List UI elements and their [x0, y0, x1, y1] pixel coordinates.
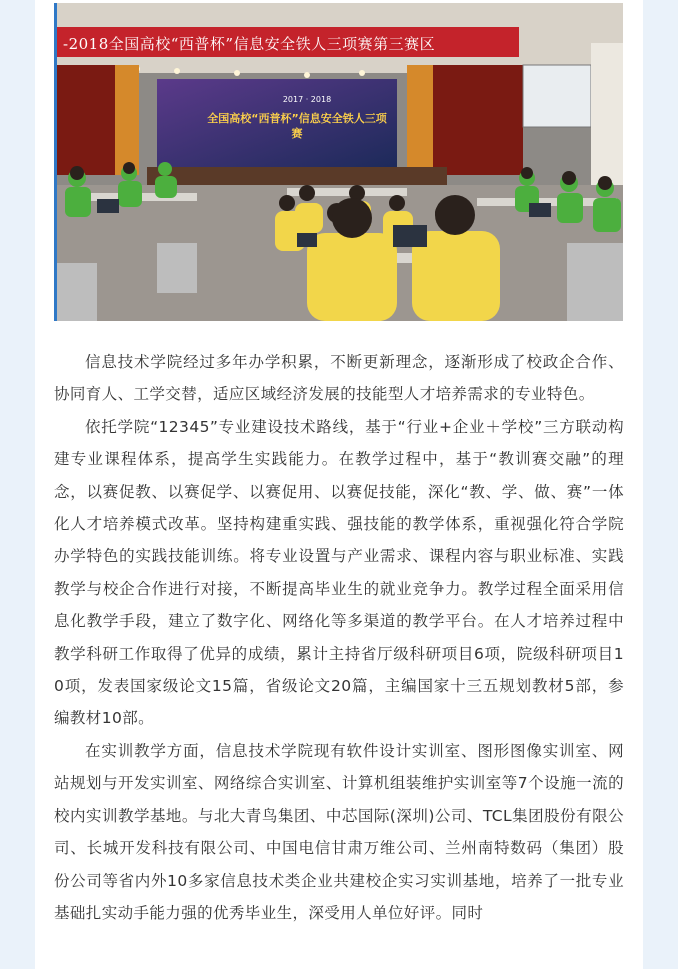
stage-screen-title: 全国高校“西普杯”信息安全铁人三项赛 [207, 112, 387, 140]
paragraph-curriculum: 依托学院“12345”专业建设技术路线，基于“行业+企业＋学校”三方联动构建专业课程体系，提高学生实践能力。在教学过程中，基于“教训赛交融”的理念，以赛促教、以赛促学、以赛促用、以赛促技能，深化“教、学、做、赛”一体化人才培养模式改革。坚持构建重实践、强技能的教学体系，重视强化符合学院办学特色的实践技能训练。将专业设置与产业需求、课程内容与职业标准、实践教学与校企合作进行对接，不断提高毕业生的就业竞争力。教学过程全面采用信息化教学手段，建立了数字化、网络化等多渠道的教学平台。在人才培养过程中教学科研工作取得了优异的成绩，累计主持省厅级科研项目6项，院级科研项目10项，发表国家级论文15篇，省级论文20篇，主编国家十三五规划教材5部，参编教材10部。 [54, 417, 624, 728]
paragraph-intro: 信息技术学院经过多年办学积累，不断更新理念，逐渐形成了校政企合作、协同育人、工学交替，适应区域经济发展的技能型人才培养需求的专业特色。 [54, 353, 624, 404]
article-page [35, 0, 643, 969]
event-banner: -2018全国高校“西普杯”信息安全铁人三项赛第三赛区 [63, 35, 436, 53]
article-body [54, 346, 624, 929]
paragraph-training: 在实训教学方面，信息技术学院现有软件设计实训室、图形图像实训室、网站规划与开发实训室、网络综合实训室、计算机组装维护实训室等7个设施一流的校内实训教学基地。与北大青鸟集团、中芯国际(深圳)公司、TCL集团股份有限公司、长城开发科技有限公司、中国电信甘肃万维公司、兰州南特数码（集团）股份公司等省内外10多家信息技术类企业共建校企实习实训基地，培养了一批专业基础扎实动手能力强的优秀毕业生，深受用人单位好评。同时 [54, 741, 624, 922]
stage-screen-year: 2017 · 2018 [282, 95, 332, 104]
competition-photo [54, 3, 623, 321]
